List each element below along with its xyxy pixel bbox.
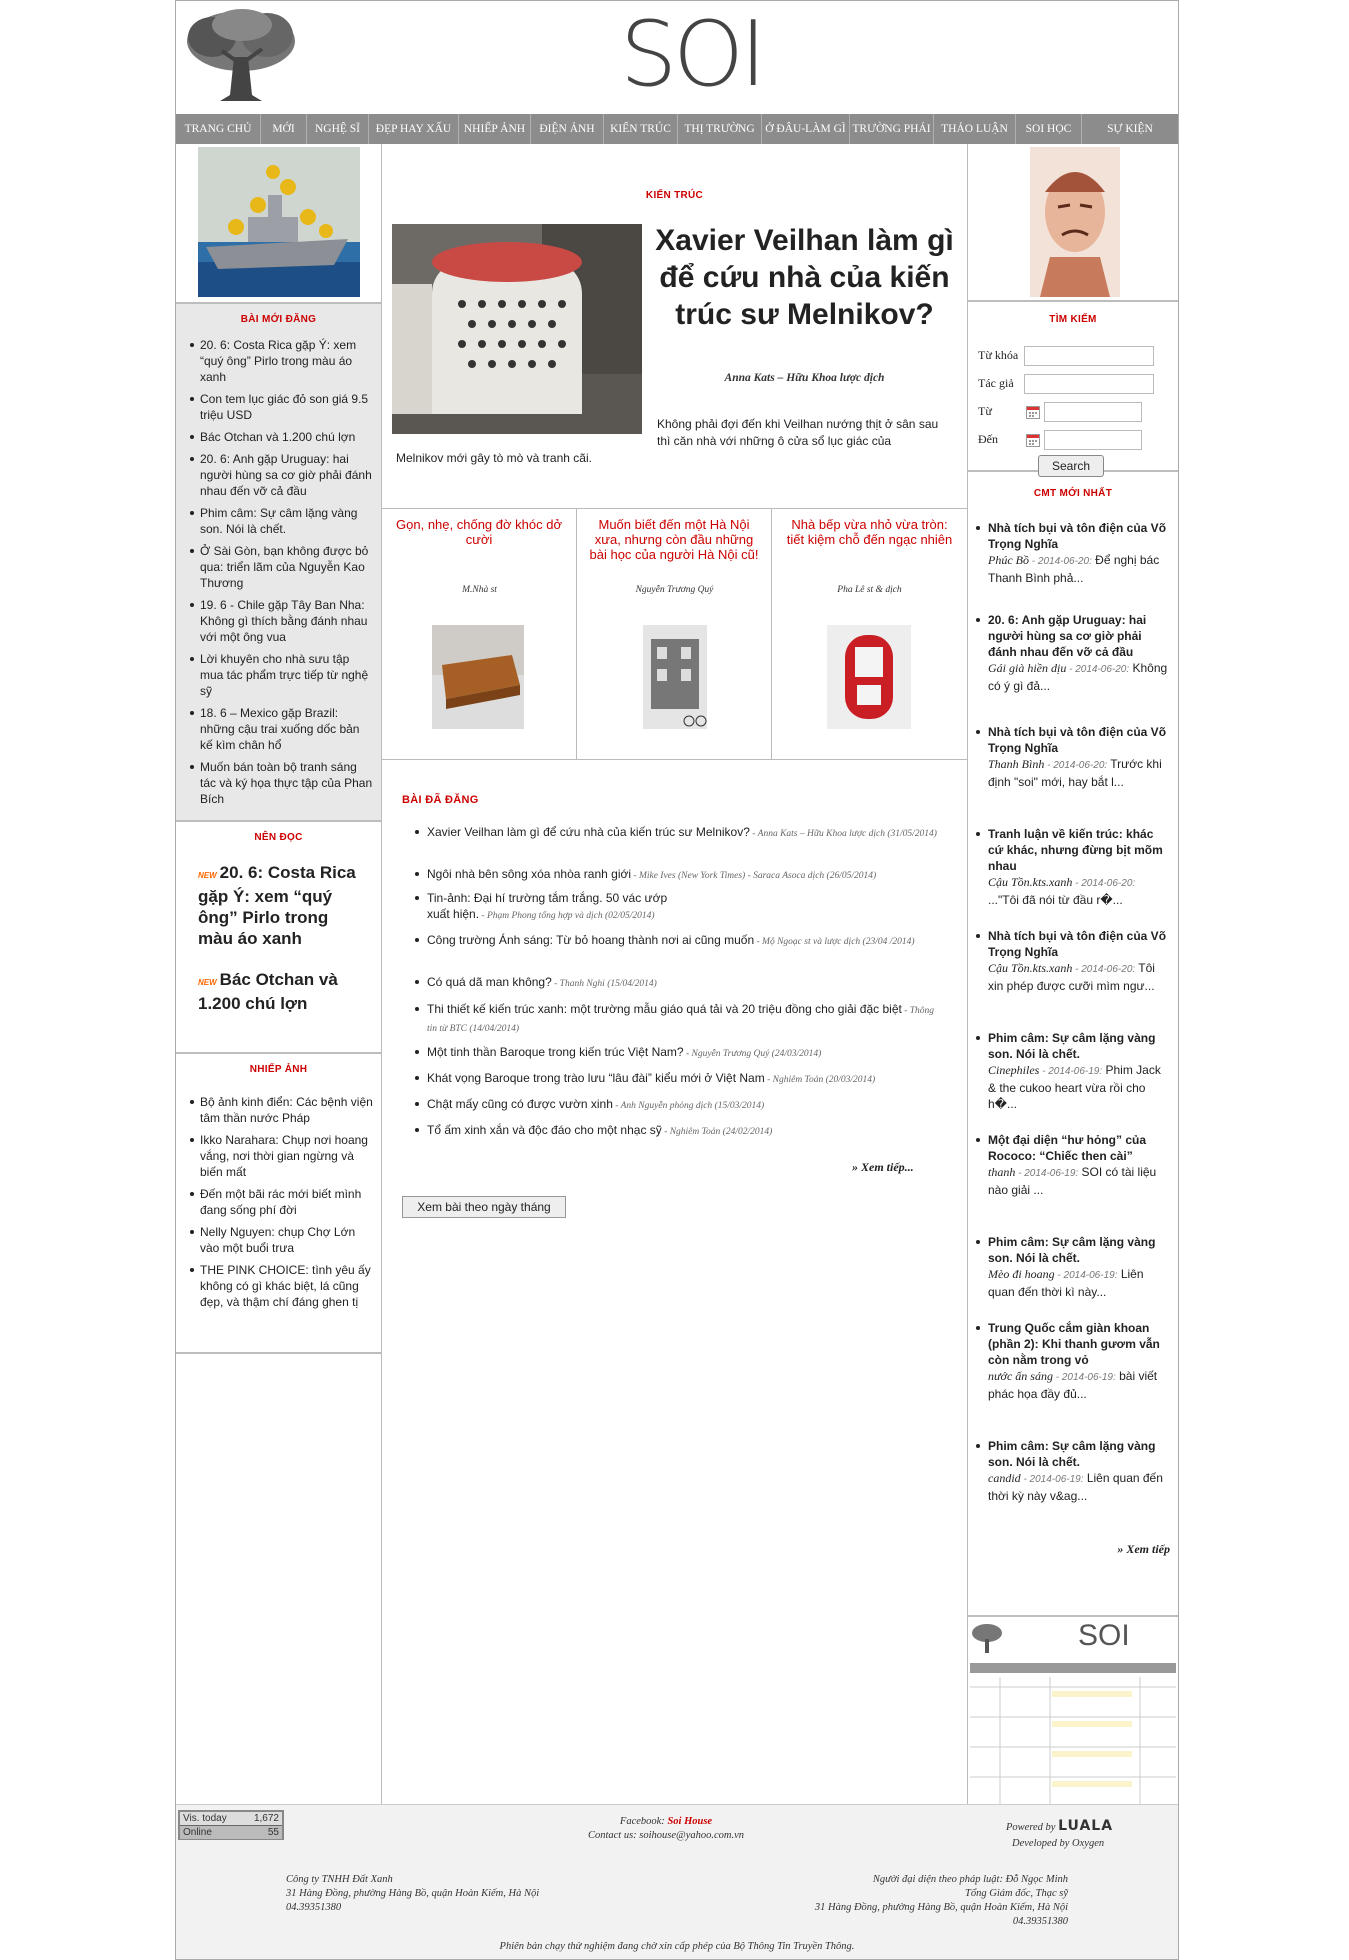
author-input[interactable] <box>1024 374 1154 394</box>
from-date-input[interactable] <box>1044 402 1142 422</box>
powered-by: Powered by LUALA <box>1006 1818 1114 1834</box>
should-read-label: 20. 6: Costa Rica gặp Ý: xem “quý ông” Pirlo trong màu áo xanh <box>198 863 356 948</box>
to-date-input[interactable] <box>1044 430 1142 450</box>
feature-title[interactable]: Nhà bếp vừa nhỏ vừa tròn: tiết kiệm chỗ đến ngạc nhiên <box>786 517 953 547</box>
list-item[interactable]: Ở Sài Gòn, bạn không được bỏ qua: triển lãm của Nguyễn Kao Thương <box>188 543 373 591</box>
feature-title[interactable]: Gọn, nhẹ, chống đờ khóc dở cười <box>396 517 562 547</box>
main-content <box>381 144 968 1804</box>
list-item[interactable]: Tin-ảnh: Đại hí trường tắm trắng. 50 vác ướp xuất hiện. - Phạm Phong tổng hợp và dịch (02/05/2014) <box>427 890 687 924</box>
photography-box <box>176 1054 381 1354</box>
photography-title: NHIẾP ẢNH <box>249 1064 308 1075</box>
should-read-title: NÊN ĐỌC <box>254 832 303 843</box>
list-item[interactable]: Xavier Veilhan làm gì để cứu nhà của kiến trúc sư Melnikov? - Anna Kats – Hữu Khoa lược dịch (31/05/2014) <box>427 824 937 842</box>
list-item[interactable]: Lời khuyên cho nhà sưu tập mua tác phẩm trực tiếp từ nghệ sỹ <box>188 651 373 699</box>
site-thumbnail[interactable] <box>968 1619 1178 1804</box>
divider <box>382 759 967 760</box>
feature-author: Pha Lê st & dịch <box>837 585 902 595</box>
main-category[interactable]: KIẾN TRÚC <box>645 190 704 201</box>
list-item[interactable]: Bác Otchan và 1.200 chú lợn <box>188 429 373 445</box>
nav-discussion[interactable]: THẢO LUẬN <box>934 114 1016 144</box>
developed-by: Developed by Oxygen <box>1012 1838 1105 1849</box>
luala-logo[interactable]: LUALA <box>1058 1818 1114 1834</box>
should-read-list <box>176 862 381 1014</box>
nav-photography[interactable]: NHIẾP ẢNH <box>459 114 531 144</box>
to-label: Đến <box>978 432 998 446</box>
list-item[interactable]: Đến một bãi rác mới biết mình đang sống phí đời <box>188 1186 373 1218</box>
list-item[interactable]: Phim câm: Sự câm lặng vàng son. Nói là chết. <box>188 505 373 537</box>
nav-market[interactable]: THỊ TRƯỜNG <box>678 114 762 144</box>
legal-rep-info: Người đại diện theo pháp luật: Đỗ Ngọc Minh Tổng Giám đốc, Thạc sỹ 31 Hàng Đồng, phường Hàng Bồ, quận Hoàn Kiếm, Hà Nội 04.39351380 <box>814 1874 1068 1927</box>
headline-byline: Anna Kats – Hữu Khoa lược dịch <box>724 372 885 384</box>
should-read-box <box>176 822 381 1054</box>
list-item[interactable]: 20. 6: Anh gặp Uruguay: hai người hùng sa cơ giờ phải đánh nhau đến vỡ cả đầu <box>188 451 373 499</box>
should-read-label: Bác Otchan và 1.200 chú lợn <box>198 970 338 1013</box>
list-item[interactable]: Một tinh thần Baroque trong kiến trúc Việt Nam? - Nguyễn Trương Quý (24/03/2014) <box>427 1044 937 1062</box>
feature-card-2[interactable] <box>577 509 772 759</box>
nav-artists[interactable]: NGHỆ SĨ <box>307 114 369 144</box>
round-kitchen-image[interactable] <box>827 625 911 729</box>
list-item[interactable]: Công trường Ánh sáng: Từ bỏ hoang thành nơi ai cũng muốn - Mộ Ngoạc st và lược dịch (23/04 /2014) <box>427 932 937 950</box>
new-posts-title: BÀI MỚI ĐĂNG <box>240 314 317 325</box>
facebook-link[interactable]: Soi House <box>667 1816 713 1827</box>
calendar-icon[interactable] <box>1026 406 1040 419</box>
list-item[interactable]: Tổ ấm xinh xắn và độc đáo cho một nhạc sỹ - Nghiêm Toản (24/02/2014) <box>427 1122 937 1140</box>
license-notice: Phiên bản chạy thử nghiệm đang chờ xin cấp phép của Bộ Thông Tin Truyền Thông. <box>499 1941 855 1952</box>
company-info: Công ty TNHH Đất Xanh 31 Hàng Đồng, phường Hàng Bồ, quận Hoàn Kiếm, Hà Nội 04.39351380 <box>286 1874 540 1913</box>
thumbnail-table <box>970 1677 1176 1804</box>
feature-card-3[interactable] <box>772 509 967 759</box>
posted-title: BÀI ĐÃ ĐĂNG <box>402 794 479 806</box>
comment-item[interactable]: Tranh luận về kiến trúc: khác cứ khác, nhưng đừng bịt mõm nhau Cậu Tồn.kts.xanh - 2014-06-20: ..."Tôi đã nói từ đầu r�... <box>988 826 1168 908</box>
nav-architecture[interactable]: KIẾN TRÚC <box>604 114 678 144</box>
wood-shelf-image[interactable] <box>432 625 524 729</box>
contact-line[interactable]: Contact us: soihouse@yahoo.com.vn <box>587 1830 745 1841</box>
calendar-icon[interactable] <box>1026 434 1040 447</box>
nav-beauty[interactable]: ĐẸP HAY XẤU <box>369 114 459 144</box>
portrait-sketch-image[interactable] <box>1030 147 1120 297</box>
tree-icon <box>970 1621 1004 1655</box>
latest-comments-box <box>968 472 1178 1617</box>
new-posts-list <box>176 337 381 807</box>
posts-more-link[interactable]: » Xem tiếp... <box>852 1160 914 1174</box>
comments-more-link[interactable]: » Xem tiếp <box>1117 1542 1170 1556</box>
thumbnail-nav <box>970 1663 1176 1673</box>
list-item[interactable]: 19. 6 - Chile gặp Tây Ban Nha: Không gì thích bằng đánh nhau với một ông vua <box>188 597 373 645</box>
vis-label: Vis. today <box>183 1813 227 1824</box>
list-item[interactable]: 18. 6 – Mexico gặp Brazil: những cậu trai xuống dốc bản kế kìm chân hổ <box>188 705 373 753</box>
comment-item[interactable]: Nhà tích bụi và tôn điện của Võ Trọng Nghĩa Cậu Tồn.kts.xanh - 2014-06-20: Tôi xin phép được cưỡi mìm ngư... <box>988 929 1167 993</box>
comment-item[interactable]: Phim câm: Sự câm lặng vàng son. Nói là chết. Mèo đi hoang - 2014-06-19: Liên quan đến thời kì này... <box>988 1234 1168 1300</box>
comments-title: CMT MỚI NHẤT <box>1033 488 1113 499</box>
nav-events[interactable]: SỰ KIỆN <box>1107 123 1153 135</box>
comment-item[interactable]: Phim câm: Sự câm lặng vàng son. Nói là chết. Cinephiles - 2014-06-19: Phim Jack & the cukoo heart vừa rồi cho h�... <box>988 1030 1168 1112</box>
search-box <box>968 302 1178 472</box>
list-item[interactable]: Con tem lục giác đỏ son giá 9.5 triệu USD <box>188 391 373 423</box>
date-browse-button[interactable]: Xem bài theo ngày tháng <box>402 1196 566 1218</box>
photography-list <box>176 1094 381 1310</box>
new-posts-box <box>176 304 381 822</box>
list-item[interactable]: Khát vọng Baroque trong trào lưu “lâu đài” kiểu mới ở Việt Nam - Nghiêm Toản (20/03/2014) <box>427 1070 937 1088</box>
page <box>175 0 1179 1960</box>
list-item[interactable]: Nelly Nguyen: chụp Chợ Lớn vào một buổi trưa <box>188 1224 373 1256</box>
list-item[interactable]: 20. 6: Costa Rica gặp Ý: xem “quý ông” Pirlo trong màu áo xanh <box>188 337 373 385</box>
header <box>176 1 1178 114</box>
list-item[interactable]: Muốn bán toàn bộ tranh sáng tác và ký họa thực tập của Phan Bích <box>188 759 373 807</box>
list-item[interactable]: Có quá dã man không? - Thanh Nghi (15/04/2014) <box>427 974 937 992</box>
should-read-item[interactable] <box>198 862 361 949</box>
feature-author: Nguyễn Trương Quý <box>635 585 714 595</box>
headline[interactable]: Xavier Veilhan làm gì để cứu nhà của kiến trúc sư Melnikov? <box>655 224 954 331</box>
online-label: Online <box>183 1827 212 1838</box>
comment-item[interactable]: 20. 6: Anh gặp Uruguay: hai người hùng sa cơ giờ phải đánh nhau đến vỡ cả đầu Gái già hiền dịu - 2014-06-20: Không có ý gì đả... <box>988 613 1168 693</box>
painting-image[interactable] <box>198 147 360 297</box>
comment-item[interactable]: Một đại diện “hư hỏng” của Rococo: “Chiếc then cài” thanh - 2014-06-19: SOI có tài liệu nào giải ... <box>988 1132 1168 1198</box>
list-item[interactable]: Ikko Narahara: Chụp nơi hoang vắng, nơi thời gian ngừng và biến mất <box>188 1132 373 1180</box>
nav-home[interactable]: TRANG CHỦ <box>176 114 261 144</box>
comment-item[interactable]: Nhà tích bụi và tôn điện của Võ Trọng Nghĩa Phúc Bồ - 2014-06-20: Để nghị bác Thanh Bình phả... <box>988 521 1167 585</box>
tree-logo-icon[interactable] <box>182 7 300 105</box>
list-item[interactable]: THE PINK CHOICE: tình yêu ấy không có gì khác biệt, lá cũng đẹp, và thậm chí đáng ghen tị <box>188 1262 373 1310</box>
thumbnail-logo: SOI <box>1078 1619 1130 1652</box>
search-title: TÌM KIẾM <box>1049 314 1097 325</box>
new-badge-icon: NEW <box>198 978 217 987</box>
melnikov-house-image[interactable] <box>392 224 642 434</box>
lead-text-2: Melnikov mới gây tò mò và tranh cãi. <box>396 451 592 465</box>
list-item[interactable]: Ngôi nhà bên sông xóa nhòa ranh giới - Mike Ives (New York Times) - Saraca Asoca dịch (26/05/2014) <box>427 866 937 884</box>
list-item[interactable]: Chật mấy cũng có được vườn xinh - Anh Nguyễn phỏng dịch (15/03/2014) <box>427 1096 937 1114</box>
new-badge-icon: NEW <box>198 871 217 880</box>
should-read-item[interactable] <box>198 969 361 1014</box>
vis-value: 1,672 <box>253 1813 279 1824</box>
left-column <box>176 144 381 1804</box>
facebook-line: Facebook: Soi House <box>619 1816 713 1827</box>
keyword-input[interactable] <box>1024 346 1154 366</box>
nav-schools[interactable]: TRƯỜNG PHÁI <box>850 114 934 144</box>
feature-author: M.Nhà st <box>462 585 497 595</box>
search-button[interactable]: Search <box>1038 455 1104 477</box>
nav-new[interactable]: MỚI <box>261 114 307 144</box>
nav-cinema[interactable]: ĐIỆN ẢNH <box>531 114 604 144</box>
nav-where-what[interactable]: Ở ĐÂU-LÀM GÌ <box>762 114 850 144</box>
old-hanoi-image[interactable] <box>643 625 707 729</box>
comment-item[interactable]: Nhà tích bụi và tôn điện của Võ Trọng Nghĩa Thanh Bình - 2014-06-20: Trước khi định "soi" mới, hay bắt l... <box>988 725 1167 789</box>
nav-soi-study[interactable]: SOI HỌC <box>1016 114 1082 144</box>
feature-title[interactable]: Muốn biết đến một Hà Nội xưa, nhưng còn đầu những bài học của người Hà Nội cũ! <box>589 517 759 562</box>
footer <box>176 1804 1178 1959</box>
keyword-label: Từ khóa <box>978 348 1019 362</box>
lead-text-1: Không phải đợi đến khi Veilhan nướng thịt ở sân sau thì căn nhà với những ô cửa sổ lục giác của <box>657 417 939 448</box>
right-column <box>968 144 1178 1804</box>
visitor-counter <box>178 1810 284 1840</box>
author-label: Tác giả <box>978 376 1014 390</box>
feature-card-1[interactable] <box>382 509 577 759</box>
from-label: Từ <box>978 404 992 418</box>
main-nav <box>176 114 1178 144</box>
online-value: 55 <box>267 1827 279 1838</box>
left-banner <box>176 144 381 304</box>
comment-item[interactable]: Phim câm: Sự câm lặng vàng son. Nói là chết. candid - 2014-06-19: Liên quan đến thời kỳ này v&ag... <box>988 1438 1168 1504</box>
list-item[interactable]: Bộ ảnh kinh điển: Các bệnh viện tâm thần nước Pháp <box>188 1094 373 1126</box>
list-item[interactable]: Thi thiết kế kiến trúc xanh: một trường mẫu giáo quá tải và 20 triệu đồng cho giải đặc biệt - Thông tin từ BTC (14/04/2014) <box>427 1001 937 1037</box>
portrait-box <box>968 144 1178 302</box>
site-logo[interactable]: SOI <box>620 2 763 107</box>
comment-item[interactable]: Trung Quốc cắm giàn khoan (phần 2): Khi thanh gươm vẫn còn nằm trong vỏ nước ấn sáng - 2014-06-19: bài viết phác họa đầy đủ... <box>988 1320 1168 1402</box>
